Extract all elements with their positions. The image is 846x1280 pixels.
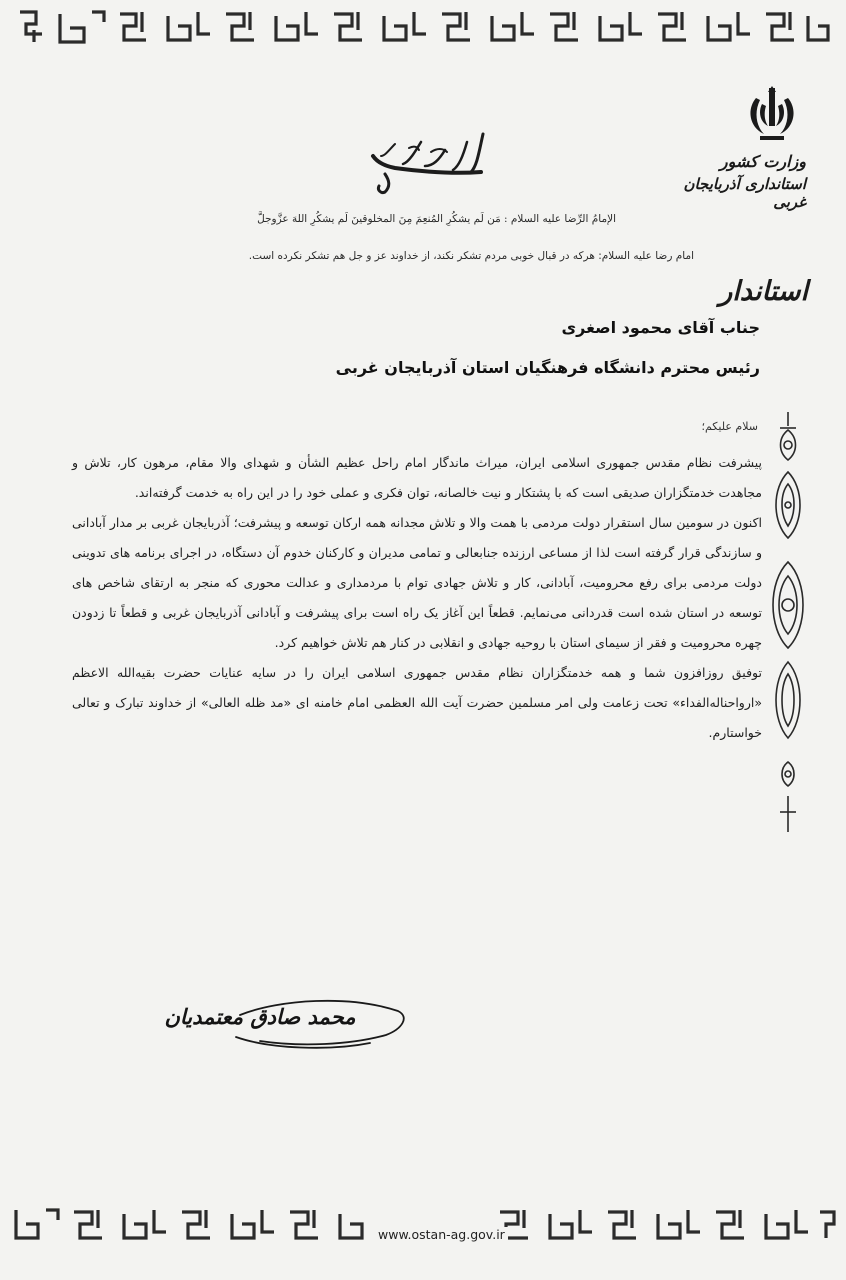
bottom-decorative-border — [0, 1202, 846, 1250]
body-paragraph-3: توفیق روزافزون شما و همه خدمتگزاران نظام مقدس جمهوری اسلامی ایران را در سایه عنایات حضرت بقیه‌الله الاعظم «ارواحنا‌له‌الفداء» تحت زعامت ولی امر مسلمین حضرت آیت الله العظمی امام خامنه ای «مد ظله العالی» از خداوند تبارک و تعالی خواستارم. — [72, 665, 762, 740]
addressee-position: رئیس محترم دانشگاه فرهنگیان استان آذربایجان غربی — [335, 358, 760, 377]
governor-title: استاندار — [719, 276, 808, 307]
ministry-name: وزارت کشور — [719, 152, 806, 171]
governorate-name: استانداری آذربایجان غربی — [683, 175, 806, 211]
ministry-heading — [676, 152, 806, 211]
greeting: سلام علیکم؛ — [701, 420, 758, 433]
website-url: www.ostan-ag.gov.ir — [375, 1227, 508, 1242]
basmala-calligraphy — [355, 122, 495, 197]
islamic-ornament-border — [768, 412, 808, 842]
hadith-persian: امام رضا علیه السلام: هرکه در قبال خوبی مردم تشکر نکند، از خداوند عز و جل هم تشکر نکرده است. — [248, 250, 694, 262]
signatory-name: محمد صادق معتمدیان — [164, 1004, 356, 1029]
top-decorative-border — [0, 4, 846, 52]
hadith-arabic: الإمامُ الرِّضا عليه السلام : مَن لَم يشكُرِ المُنعِمَ مِنَ المخلوقينَ لَم يشكُرِ اللهَ عزَّوجلَّ — [257, 213, 616, 225]
addressee-name: جناب آقای محمود اصغری — [561, 318, 760, 337]
body-paragraph-1: پیشرفت نظام مقدس جمهوری اسلامی ایران، میراث ماندگار امام راحل عظیم الشأن و شهدای والا مقام، مرهون کار، تلاش و مجاهدت خدمتگزاران صدیقی است که با پشتکار و نیت خالصانه، توان فکری و عملی خود را در این راه به خدمت گرفته‌اند. — [72, 455, 762, 500]
letter-body — [72, 448, 762, 748]
iran-emblem-icon — [742, 84, 802, 146]
body-paragraph-2: اکنون در سومین سال استقرار دولت مردمی با همت والا و تلاش مجدانه همه ارکان توسعه و پیشرفت؛ آذربایجان غربی بر مدار آبادانی و سازندگی قرار گرفته است لذا از مساعی ارزنده جنابعالی و تمامی مدیران و کارکنان خدوم آن دستگاه، در اجرای برنامه های تدوینی دولت مردمی برای رفع محرومیت، آبادانی، کار و تلاش جهادی توام با مردمداری و عدالت محوری که منجر به ارتقای شاخص های توسعه در استان شده است قدردانی می‌نمایم. قطعاً این آغاز یک راه است برای پیشرفت و آبادانی آذربایجان غربی و قطعاً تا زدودن چهره محرومیت و فقر از سیمای استان با روحیه جهادی و انقلابی در کنار هم تلاش خواهیم کرد. — [72, 515, 762, 650]
